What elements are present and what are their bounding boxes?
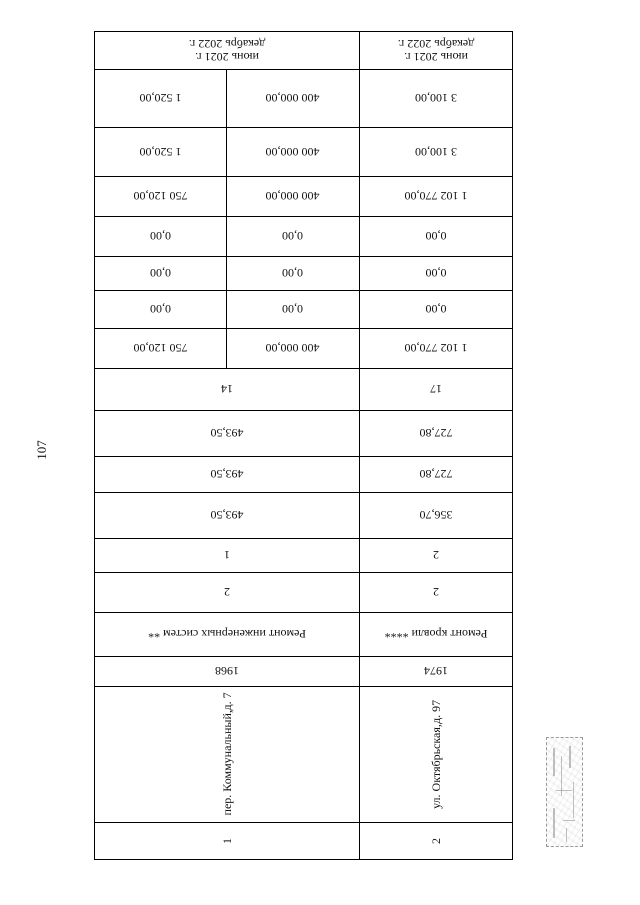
row2-period-line2: декабрь 2022 г. <box>397 37 475 52</box>
row1-address <box>95 686 359 822</box>
row2-index <box>360 822 512 859</box>
row2-address-line2: д. 97 <box>428 699 443 724</box>
row1-fund-a4: 0,00 <box>282 229 303 244</box>
row1-fund-a5: 0,00 <box>282 266 303 281</box>
page-number: 107 <box>34 440 49 460</box>
row1-fund-a6: 0,00 <box>282 302 303 317</box>
repair-table <box>94 31 513 860</box>
row2-index-text: 2 <box>428 837 443 844</box>
row1-address-line2: д. 7 <box>219 692 234 711</box>
row1-unit-cost-1: 1 520,00 <box>139 91 182 106</box>
row1-fund-a3: 400 000,00 <box>265 189 320 204</box>
row1-fund-a: 400 000,00 <box>265 91 320 106</box>
row1-col-9: 493,50 <box>210 426 244 441</box>
row1-work-type: Ремонт инженерных систем ** <box>148 627 306 642</box>
row1-index-text: 1 <box>219 837 234 844</box>
row1-fund-a2: 400 000,00 <box>265 145 320 159</box>
row2-col-6: 2 <box>433 548 439 563</box>
row2-col-9: 727,80 <box>419 426 453 441</box>
row2-col-8: 727,80 <box>419 467 453 482</box>
row2-year: 1974 <box>424 664 448 679</box>
row2-cost-2: 0,00 <box>425 229 447 244</box>
row2-cost-3: 0,00 <box>425 266 447 281</box>
stamp-mark <box>546 737 583 847</box>
row2-cost-5: 1 102 770,00 <box>404 189 468 204</box>
row2-cost-total: 1 102 770,00 <box>404 341 468 356</box>
row2-period-line1: июнь 2021 г. <box>404 50 468 65</box>
row1-fund-b4: 0,00 <box>150 302 171 317</box>
row1-unit-cost-2: 1 520,00 <box>139 145 182 159</box>
row2-col-7: 356,70 <box>419 508 453 523</box>
row1-period <box>95 32 359 69</box>
row2-col-10: 17 <box>430 382 442 397</box>
row2-unit-cost-2: 3 100,00 <box>415 145 457 159</box>
row1-year: 1968 <box>215 664 239 679</box>
row2-col-5: 2 <box>433 585 439 600</box>
row1-address-line1: пер. Коммунальный, <box>219 710 234 816</box>
row1-col-10: 14 <box>221 382 233 397</box>
row2-work-type: Ремонт кровли **** <box>384 627 488 642</box>
row2-address <box>360 686 512 822</box>
row1-fund-b3: 0,00 <box>150 266 171 281</box>
row1-fund-b: 750 120,00 <box>133 189 188 204</box>
row2-period <box>360 32 512 69</box>
row1-col-8: 493,50 <box>210 467 244 482</box>
row1-col-6: 1 <box>224 548 230 563</box>
row1-fund-a7: 400 000,00 <box>265 341 320 356</box>
row1-col-7: 493,50 <box>210 508 244 523</box>
row1-index <box>95 822 359 859</box>
row1-col-5: 2 <box>224 585 230 600</box>
row2-address-line1: ул. Октябрьская, <box>428 723 443 809</box>
row1-cost-total: 750 120,00 <box>133 341 188 356</box>
row1-fund-b2: 0,00 <box>150 229 171 244</box>
row2-cost-4: 0,00 <box>425 302 447 317</box>
row1-period-line2: декабрь 2022 г. <box>188 37 266 52</box>
row1-period-line1: июнь 2021 г. <box>195 50 259 65</box>
row2-unit-cost-1: 3 100,00 <box>415 91 457 106</box>
